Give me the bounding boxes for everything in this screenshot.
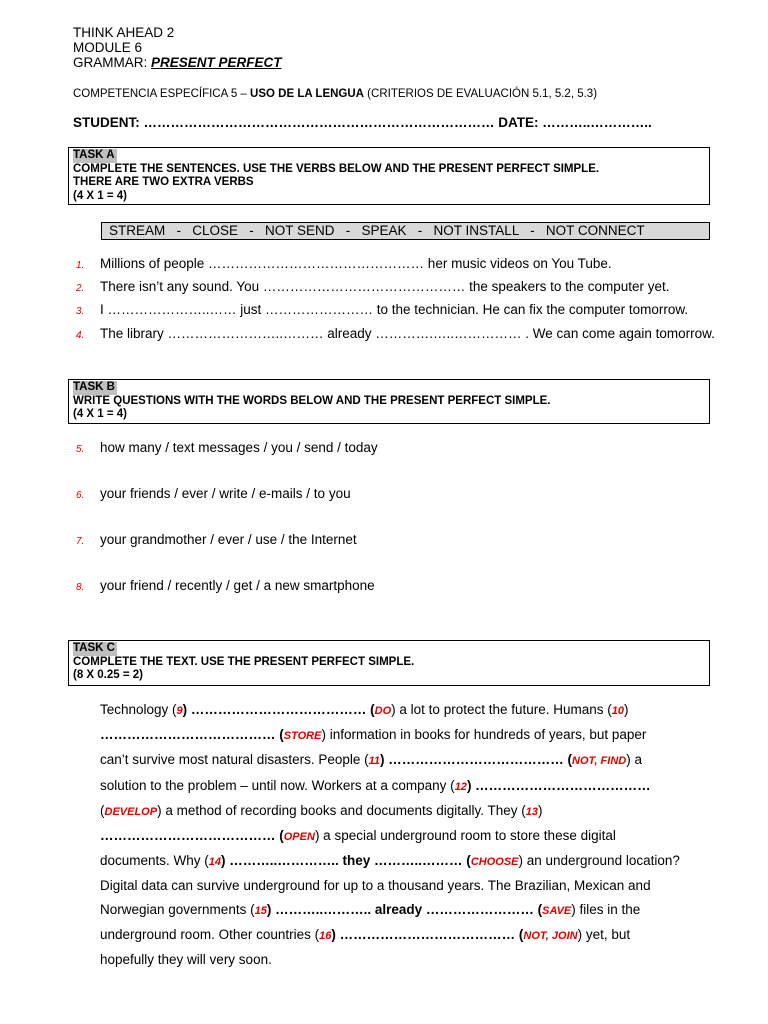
gap-number: 14 [208, 856, 222, 869]
text-line [100, 948, 710, 971]
gap-verb: NOT, FIND [572, 755, 627, 768]
gap-number: 11 [368, 755, 381, 768]
competencia-bold: USO DE LA LENGUA [250, 88, 364, 100]
task-b-instruction-1: WRITE QUESTIONS WITH THE WORDS BELOW AND THE PRESENT PERFECT SIMPLE. [73, 394, 551, 407]
task-c-score: (8 X 0.25 = 2) [73, 669, 143, 681]
competencia-line [73, 88, 597, 100]
item-number: 2. [76, 283, 85, 294]
text-fragment: ) files in the [571, 901, 641, 917]
item-number: 7. [76, 536, 85, 547]
gap-verb: SAVE [542, 904, 572, 917]
text-fragment: ) a [626, 752, 642, 768]
text-line [100, 748, 710, 773]
item-text: I …………………..…… just …………………… to the technician. He can fix the computer tomorrow. [100, 302, 689, 317]
text-line [100, 923, 710, 948]
text-line [100, 898, 710, 923]
list-item [76, 279, 716, 297]
task-a-instruction-1: COMPLETE THE SENTENCES. USE THE VERBS BELOW AND THE PRESENT PERFECT SIMPLE. [73, 162, 600, 175]
text-fragment: Digital data can survive underground for up to a thousand years. The Brazilian, Mexican and [100, 878, 651, 894]
text-fragment: solution to the problem – until now. Workers at a company ( [100, 777, 455, 793]
item-number: 6. [76, 490, 85, 501]
text-line [100, 874, 710, 897]
list-item [76, 440, 716, 458]
list-item [76, 532, 716, 550]
item-text: Millions of people ………………………………………… her music videos on You Tube. [100, 256, 612, 271]
list-item [76, 256, 716, 274]
text-fragment: ) ………………………………… [466, 777, 651, 793]
item-text: The library ……………………..……… already ………….…..…………… . We can come again tomorrow. [100, 326, 715, 341]
item-text: your friend / recently / get / a new smartphone [100, 578, 375, 593]
task-a-instruction-2: THERE ARE TWO EXTRA VERBS [73, 176, 254, 188]
grammar-topic: PRESENT PERFECT [151, 55, 282, 70]
text-fragment: ) a special underground room to store these digital [314, 828, 616, 844]
verb-bank-text: STREAM - CLOSE - NOT SEND - SPEAK - NOT INSTALL - NOT CONNECT [109, 223, 645, 238]
gap-number: 9 [176, 705, 183, 717]
task-a-box [68, 147, 710, 205]
text-fragment: ) ………………………………… ( [331, 926, 524, 942]
list-item [76, 578, 716, 596]
text-fragment: hopefully they will very soon. [100, 952, 272, 968]
gap-verb: DO [374, 705, 392, 717]
list-item [76, 326, 716, 344]
text-line [100, 799, 710, 824]
task-b-score: (4 X 1 = 4) [73, 408, 128, 420]
text-line [100, 824, 710, 849]
grammar-label: GRAMMAR: [73, 55, 152, 70]
text-fragment: can’t survive most natural disasters. People ( [100, 752, 369, 768]
text-fragment: ( [100, 802, 105, 818]
item-number: 3. [76, 306, 85, 317]
text-fragment: documents. Why ( [100, 853, 209, 869]
gap-number: 12 [454, 780, 467, 793]
task-c-box [68, 640, 710, 686]
gap-verb: DEVELOP [104, 805, 158, 818]
text-fragment: ) [624, 702, 629, 717]
text-fragment: ) ………..……….. already …………………… ( [266, 901, 543, 917]
text-fragment: ) yet, but [577, 926, 631, 942]
competencia-suffix: (CRITERIOS DE EVALUACIÓN 5.1, 5.2, 5.3) [363, 88, 598, 100]
gap-verb: OPEN [283, 831, 315, 844]
text-fragment: ) a method of recording books and documents digitally. They ( [157, 802, 526, 818]
task-c-text [100, 698, 710, 971]
verb-bank [101, 222, 710, 240]
item-text: your grandmother / ever / use / the Internet [100, 532, 357, 547]
grammar-heading [73, 55, 282, 70]
competencia-prefix: COMPETENCIA ESPECÍFICA 5 – [73, 88, 251, 100]
module-title: MODULE 6 [73, 40, 143, 55]
text-fragment: ) ………..………….. they ………..……… ( [221, 853, 471, 869]
text-fragment: underground room. Other countries ( [100, 926, 320, 942]
gap-verb: STORE [283, 730, 322, 743]
item-number: 8. [76, 582, 85, 593]
text-fragment: ) a lot to protect the future. Humans ( [391, 702, 612, 717]
item-number: 1. [76, 260, 85, 271]
task-c-label: TASK C [73, 642, 115, 654]
text-fragment: ) an underground location? [518, 853, 680, 869]
text-line [100, 849, 710, 874]
item-text: There isn’t any sound. You ……………………………………… the speakers to the computer yet. [100, 279, 670, 294]
task-a-score: (4 X 1 = 4) [73, 189, 128, 202]
gap-number: 10 [611, 705, 625, 717]
item-text: how many / text messages / you / send / today [100, 440, 378, 455]
text-line [100, 698, 710, 723]
text-fragment: ) information in books for hundreds of years, but paper [321, 727, 647, 743]
item-number: 4. [76, 330, 85, 341]
task-b-label: TASK B [73, 381, 115, 393]
item-text: your friends / ever / write / e-mails / to you [100, 486, 351, 501]
list-item [76, 302, 716, 320]
student-date-line: STUDENT: …………………………………………………………………… DATE: ………..………….. [73, 115, 652, 130]
text-fragment: ) [538, 802, 543, 818]
text-fragment: Technology ( [100, 702, 177, 717]
list-item [76, 486, 716, 504]
item-number: 5. [76, 444, 85, 455]
text-line [100, 774, 710, 799]
gap-number: 13 [525, 805, 539, 818]
course-title: THINK AHEAD 2 [73, 25, 175, 40]
text-fragment: Norwegian governments ( [100, 901, 255, 917]
text-fragment: ………………………………… ( [100, 727, 284, 743]
gap-number: 15 [254, 904, 267, 917]
task-b-box [68, 379, 710, 424]
text-fragment: ………………………………… ( [100, 828, 284, 844]
task-c-instruction-1: COMPLETE THE TEXT. USE THE PRESENT PERFECT SIMPLE. [73, 655, 415, 668]
gap-verb: NOT, JOIN [523, 929, 578, 942]
task-a-label: TASK A [73, 149, 115, 161]
gap-verb: CHOOSE [470, 856, 519, 869]
text-fragment: ) ………………………………… ( [380, 752, 573, 768]
text-fragment: ) ………………………………… ( [182, 702, 375, 717]
text-line [100, 723, 710, 748]
gap-number: 16 [319, 929, 332, 942]
